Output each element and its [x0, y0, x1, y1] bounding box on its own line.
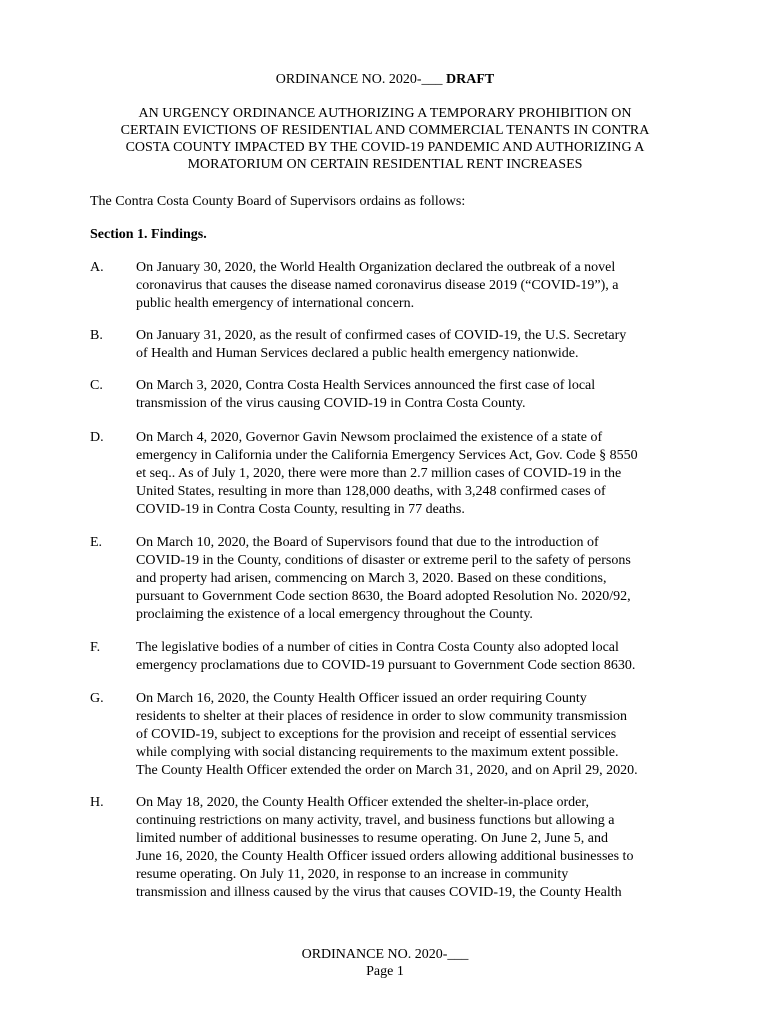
finding-letter: H.	[90, 795, 104, 810]
finding-line: of Health and Human Services declared a public health emergency nationwide.	[136, 346, 579, 361]
header-line	[0, 71, 770, 88]
finding-line: The County Health Officer extended the order on March 31, 2020, and on April 29, 2020.	[136, 763, 638, 778]
finding-letter: D.	[90, 430, 104, 445]
footer-ordinance-number: ORDINANCE NO. 2020-___	[301, 947, 469, 962]
finding-line: COVID-19 in Contra Costa County, resulting in 77 deaths.	[136, 502, 465, 517]
finding-line: residents to shelter at their places of residence in order to slow community transmission	[136, 709, 628, 724]
finding-text	[136, 690, 638, 780]
finding-line: June 16, 2020, the County Health Officer issued orders allowing additional businesses to	[136, 849, 634, 864]
title-line: CERTAIN EVICTIONS OF RESIDENTIAL AND COMMERCIAL TENANTS IN CONTRA	[120, 123, 650, 138]
finding-text	[136, 639, 635, 675]
section-heading: Section 1. Findings.	[90, 227, 207, 242]
page-footer	[0, 946, 770, 980]
finding-line: while complying with social distancing requirements to the maximum extent possible.	[136, 745, 619, 760]
finding-text	[136, 429, 638, 519]
title-line: MORATORIUM ON CERTAIN RESIDENTIAL RENT INCREASES	[187, 157, 583, 172]
finding-letter: F.	[90, 640, 101, 655]
finding-line: et seq.. As of July 1, 2020, there were more than 2.7 million cases of COVID-19 in the	[136, 466, 622, 481]
finding-line: transmission of the virus causing COVID-19 in Contra Costa County.	[136, 396, 526, 411]
finding-line: On January 31, 2020, as the result of confirmed cases of COVID-19, the U.S. Secretary	[136, 328, 627, 343]
finding-text	[136, 377, 595, 413]
finding-line: resume operating. On July 11, 2020, in response to an increase in community	[136, 867, 569, 882]
finding-line: emergency proclamations due to COVID-19 pursuant to Government Code section 8630.	[136, 658, 636, 673]
finding-letter: C.	[90, 378, 103, 393]
ordinance-title	[90, 105, 680, 173]
finding-line: proclaiming the existence of a local emergency throughout the County.	[136, 607, 533, 622]
header-ordinance-number: ORDINANCE NO. 2020-___	[275, 72, 443, 87]
finding-line: transmission and illness caused by the virus that causes COVID-19, the County Health	[136, 885, 622, 900]
finding-line: On May 18, 2020, the County Health Officer extended the shelter-in-place order,	[136, 795, 589, 810]
finding-text	[136, 794, 633, 902]
finding-text	[136, 327, 626, 363]
finding-line: emergency in California under the California Emergency Services Act, Gov. Code § 8550	[136, 448, 638, 463]
finding-line: pursuant to Government Code section 8630, the Board adopted Resolution No. 2020/92,	[136, 589, 631, 604]
finding-line: limited number of additional businesses to resume operating. On June 2, June 5, and	[136, 831, 609, 846]
finding-line: United States, resulting in more than 128,000 deaths, with 3,248 confirmed cases of	[136, 484, 606, 499]
finding-line: On March 10, 2020, the Board of Supervisors found that due to the introduction of	[136, 535, 599, 550]
finding-line: continuing restrictions on many activity, travel, and business functions but allowing a	[136, 813, 615, 828]
finding-letter: E.	[90, 535, 103, 550]
finding-line: On March 3, 2020, Contra Costa Health Services announced the first case of local	[136, 378, 596, 393]
finding-text	[136, 259, 618, 313]
finding-letter: G.	[90, 691, 104, 706]
finding-line: On January 30, 2020, the World Health Organization declared the outbreak of a novel	[136, 260, 616, 275]
finding-line: The legislative bodies of a number of cities in Contra Costa County also adopted local	[136, 640, 619, 655]
finding-letter: B.	[90, 328, 103, 343]
finding-line: public health emergency of international concern.	[136, 296, 415, 311]
draft-label: DRAFT	[446, 72, 495, 87]
finding-text	[136, 534, 631, 624]
finding-line: On March 16, 2020, the County Health Officer issued an order requiring County	[136, 691, 587, 706]
title-line: AN URGENCY ORDINANCE AUTHORIZING A TEMPORARY PROHIBITION ON	[138, 106, 632, 121]
finding-line: and property had arisen, commencing on March 3, 2020. Based on these conditions,	[136, 571, 607, 586]
finding-line: On March 4, 2020, Governor Gavin Newsom proclaimed the existence of a state of	[136, 430, 603, 445]
title-line: COSTA COUNTY IMPACTED BY THE COVID-19 PANDEMIC AND AUTHORIZING A	[125, 140, 645, 155]
finding-line: COVID-19 in the County, conditions of disaster or extreme peril to the safety of persons	[136, 553, 631, 568]
finding-letter: A.	[90, 260, 104, 275]
page-number: Page 1	[366, 964, 404, 979]
intro-text: The Contra Costa County Board of Supervisors ordains as follows:	[90, 194, 466, 209]
finding-line: of COVID-19, subject to exceptions for the provision and receipt of essential services	[136, 727, 617, 742]
finding-line: coronavirus that causes the disease named coronavirus disease 2019 (“COVID-19”), a	[136, 278, 619, 293]
